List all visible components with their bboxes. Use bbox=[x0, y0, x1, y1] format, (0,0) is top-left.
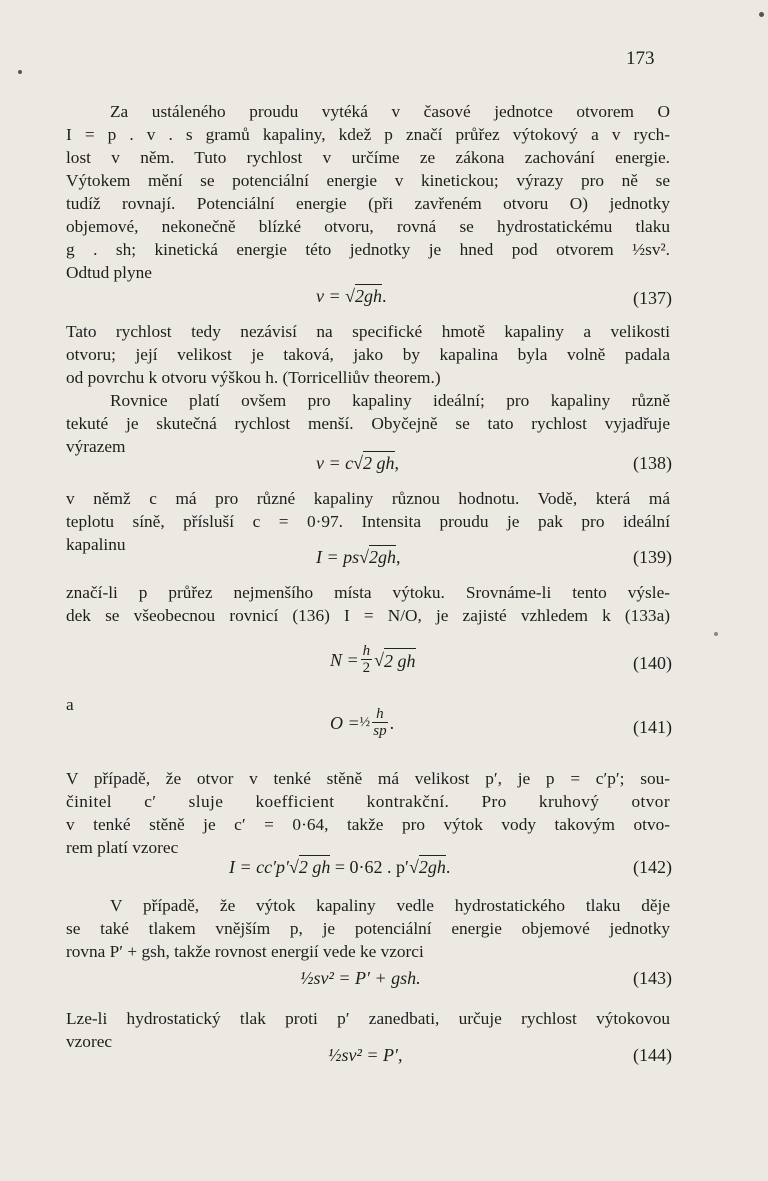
equation-number: (139) bbox=[633, 547, 672, 567]
text-line: výrazem bbox=[66, 437, 126, 456]
equation-143: ½sv² = P′ + gsh. bbox=[300, 968, 421, 988]
text-line: lost v něm. Tuto rychlost v určíme ze zákona zachování energie. bbox=[66, 148, 670, 167]
equation-number: (138) bbox=[633, 453, 672, 473]
text-line: značí-li p průřez nejmenšího místa výtoku. Srovnáme-li tento výsle- bbox=[66, 583, 670, 602]
text-line: V případě, že otvor v tenké stěně má velikost p′, je p = c′p′; sou- bbox=[66, 769, 670, 788]
equation-number: (144) bbox=[633, 1045, 672, 1065]
text-line: Rovnice platí ovšem pro kapaliny ideální; pro kapaliny různě bbox=[110, 391, 670, 410]
text-line: teplotu síně, přísluší c = 0·97. Intensita proudu je pak pro ideální bbox=[66, 512, 670, 531]
equation-137: v = √2gh. bbox=[316, 286, 387, 306]
equation-number: (142) bbox=[633, 857, 672, 877]
text-line: objemové, nekonečně blízké otvoru, rovná se hydrostatickému tlaku bbox=[66, 217, 670, 236]
print-speck bbox=[714, 632, 718, 636]
text-line: tudíž rovnají. Potenciální energie (při zavřeném otvoru O) jednotky bbox=[66, 194, 670, 213]
text-line: v němž c má pro různé kapaliny různou hodnotu. Vodě, která má bbox=[66, 489, 670, 508]
text-line: Odtud plyne bbox=[66, 263, 152, 282]
equation-number: (143) bbox=[633, 968, 672, 988]
text-line: Za ustáleného proudu vytéká v časové jednotce otvorem O bbox=[110, 102, 670, 121]
equation-number: (140) bbox=[633, 653, 672, 673]
equation-139: I = ps√2gh, bbox=[316, 547, 401, 567]
text-line: rem platí vzorec bbox=[66, 838, 179, 857]
text-line: Výtokem mění se potenciální energie v kinetickou; výrazy pro ně se bbox=[66, 171, 670, 190]
text-line: V případě, že výtok kapaliny vedle hydrostatického tlaku děje bbox=[110, 896, 670, 915]
equation-141: O = ½ h sp . bbox=[330, 706, 395, 739]
text-line: rovna P′ + gsh, takže rovnost energií vede ke vzorci bbox=[66, 942, 424, 961]
equation-144: ½sv² = P′, bbox=[328, 1045, 403, 1065]
text-line: a bbox=[66, 695, 74, 714]
equation-140: N = $\frac{h}{2}$ √ 2 gh bbox=[330, 643, 416, 676]
text-line: vzorec bbox=[66, 1032, 113, 1051]
text-line: Tato rychlost tedy nezávisí na specifické hmotě kapaliny a velikosti bbox=[66, 322, 670, 341]
equation-number: (137) bbox=[633, 288, 672, 308]
print-speck bbox=[18, 70, 22, 74]
text-line: dek se všeobecnou rovnicí (136) I = N/O, je zajisté vzhledem k (133a) bbox=[66, 606, 670, 625]
text-line: tekuté je skutečná rychlost menší. Obyčejně se tato rychlost vyjadřuje bbox=[66, 414, 670, 433]
equation-142: I = cc′p′√2 gh = 0·62 . p′√2gh. bbox=[229, 857, 451, 877]
text-line: činitel c′ sluje koefficient kontrakční. Pro kruhový otvor bbox=[66, 792, 670, 811]
text-line: I = p . v . s gramů kapaliny, kdež p značí průřez výtokový a v rych- bbox=[66, 125, 670, 144]
print-speck bbox=[759, 12, 764, 17]
text-line: Lze-li hydrostatický tlak proti p′ zanedbati, určuje rychlost výtokovou bbox=[66, 1009, 670, 1028]
page-number: 173 bbox=[626, 48, 655, 69]
text-line: otvoru; její velikost je taková, jako by kapalina byla volně padala bbox=[66, 345, 670, 364]
text-line: g . sh; kinetická energie této jednotky je hned pod otvorem ½sv². bbox=[66, 240, 670, 259]
equation-number: (141) bbox=[633, 717, 672, 737]
equation-138: v = c√2 gh, bbox=[316, 453, 400, 473]
text-line: kapalinu bbox=[66, 535, 126, 554]
text-line: v tenké stěně je c′ = 0·64, takže pro výtok vody takovým otvo- bbox=[66, 815, 670, 834]
text-line: od povrchu k otvoru výškou h. (Torricelliův theorem.) bbox=[66, 368, 441, 387]
text-line: se také tlakem vnějším p, je potenciální energie objemové jednotky bbox=[66, 919, 670, 938]
